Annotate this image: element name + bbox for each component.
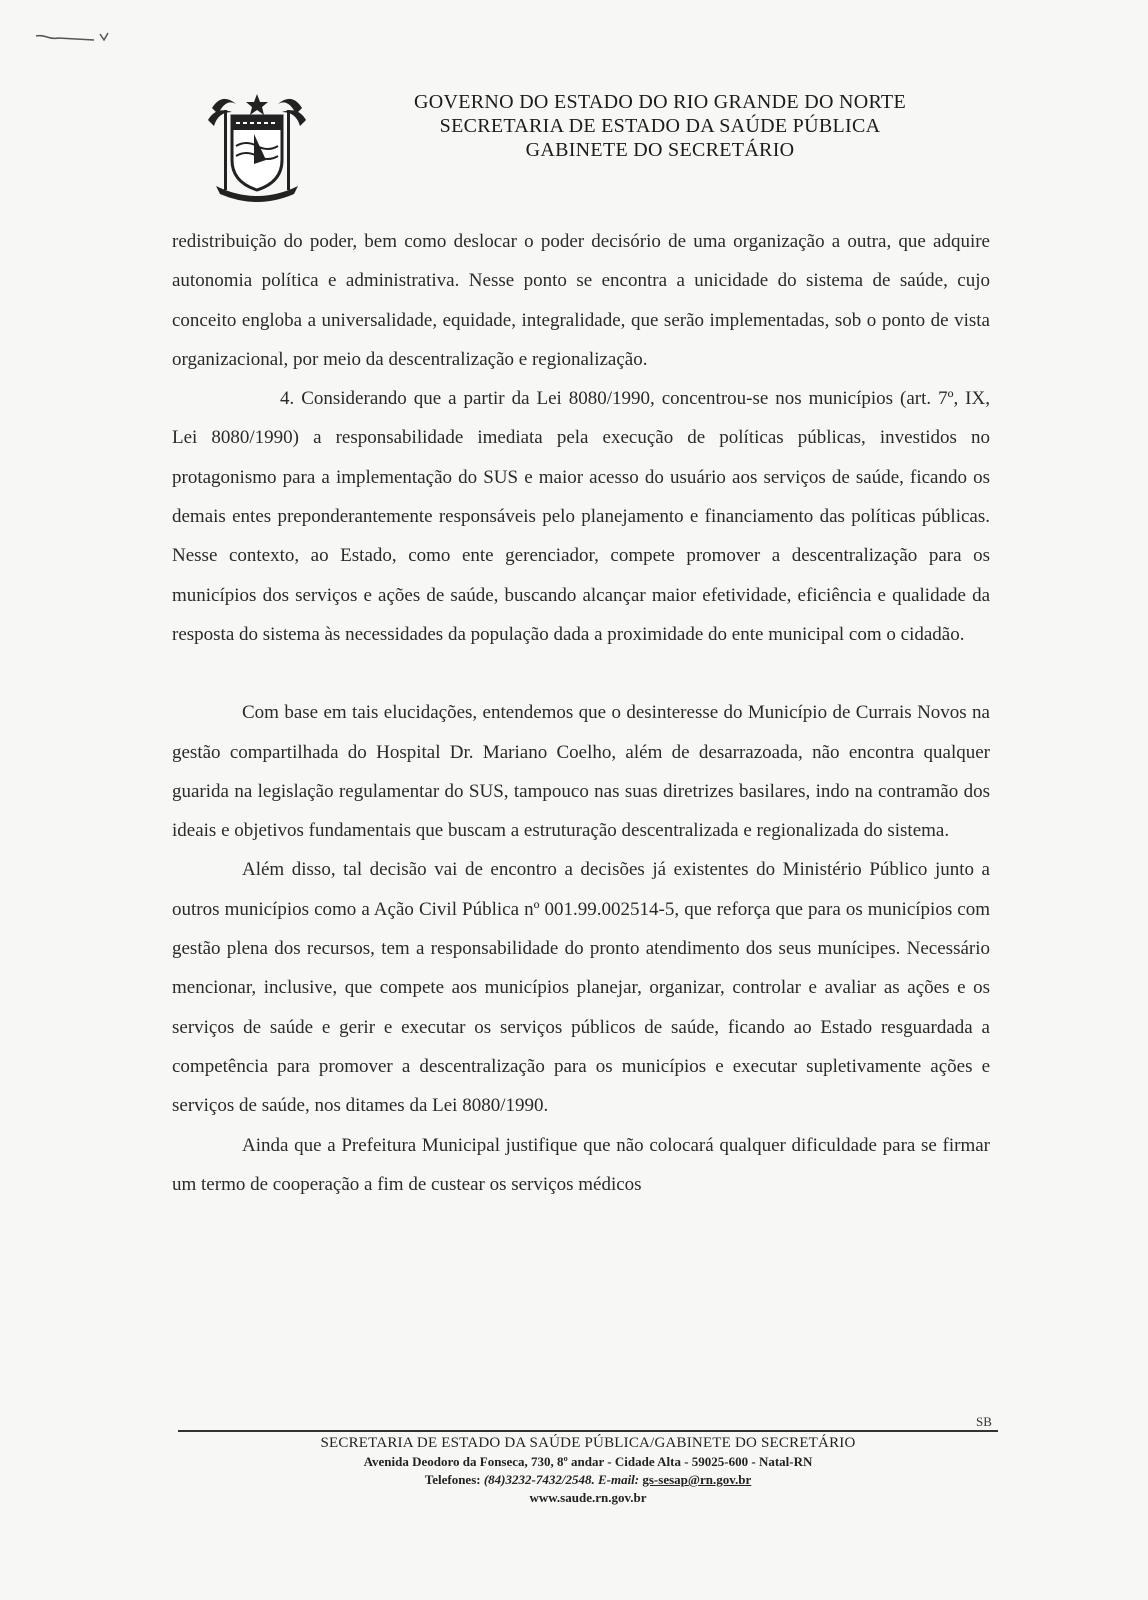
footer-department: SECRETARIA DE ESTADO DA SAÚDE PÚBLICA/GABINETE DO SECRETÁRIO	[320, 1435, 856, 1451]
paragraph-3: Com base em tais elucidações, entendemos que o desinteresse do Município de Currais Novos na gestão compartilhada do Hospital Dr. Mariano Coelho, além de desarrazoada, não encontra qualquer guarida na legislação regulamentar do SUS, tampouco nas suas diretrizes basilares, indo na contramão dos ideais e objetivos fundamentais que buscam a estruturação descentralizada e regionalizada do sistema.	[172, 702, 990, 842]
paragraph-1: redistribuição do poder, bem como deslocar o poder decisório de uma organização a outra, que adquire autonomia política e administrativa. Nesse ponto se encontra a unicidade do sistema de saúde, cujo conceito engloba a universalidade, equidade, integralidade, que serão implementadas, sob o ponto de vista organizacional, por meio da descentralização e regionalização.	[172, 231, 990, 370]
phones-label: Telefones:	[424, 1472, 481, 1487]
email-label: E-mail:	[597, 1472, 640, 1487]
footer-divider	[178, 1430, 998, 1432]
footer-address: Avenida Deodoro da Fonseca, 730, 8º andar - Cidade Alta - 59025-600 - Natal-RN	[363, 1454, 813, 1469]
header-secretariat: SECRETARIA DE ESTADO DA SAÚDE PÚBLICA	[439, 115, 881, 137]
footer-website[interactable]: www.saude.rn.gov.br	[529, 1490, 647, 1505]
header-government: GOVERNO DO ESTADO DO RIO GRANDE DO NORTE	[414, 91, 906, 113]
paragraph-5: Ainda que a Prefeitura Municipal justifique que não colocará qualquer dificuldade para se firmar um termo de cooperação a fim de custear os serviços médicos	[172, 1134, 990, 1195]
document-body	[172, 222, 990, 1204]
footer-contacts	[178, 1471, 998, 1489]
author-initials: SB	[976, 1414, 992, 1429]
footer	[178, 1434, 998, 1507]
rn-coat-of-arms-icon	[202, 90, 312, 202]
paragraph-4: Além disso, tal decisão vai de encontro a decisões já existentes do Ministério Público junto a outros municípios como a Ação Civil Pública nº 001.99.002514-5, que reforça que para os municípios com gestão plena dos recursos, tem a responsabilidade do pronto atendimento dos seus munícipes. Necessário mencionar, inclusive, que compete aos municípios planejar, organizar, controlar e avaliar as ações e os serviços de saúde e gerir e executar os serviços públicos de saúde, ficando ao Estado resguardada a competência para promover a descentralização para os municípios e executar supletivamente ações e serviços de saúde, nos ditames da Lei 8080/1990.	[172, 859, 990, 1117]
scan-mark-icon	[34, 30, 114, 44]
paragraph-2: 4. Considerando que a partir da Lei 8080/1990, concentrou-se nos municípios (art. 7º, IX, Lei 8080/1990) a responsabilidade imediata pela execução de políticas públicas, investidos no protagonismo para a implementação do SUS e maior acesso do usuário aos serviços de saúde, ficando os demais entes preponderantemente responsáveis pelo planejamento e financiamento das políticas públicas. Nesse contexto, ao Estado, como ente gerenciador, compete promover a descentralização para os municípios dos serviços e ações de saúde, buscando alcançar maior efetividade, eficiência e qualidade da resposta do sistema às necessidades da população dada a proximidade do ente municipal com o cidadão.	[172, 388, 990, 645]
phones-value: (84)3232-7432/2548.	[483, 1472, 595, 1487]
letterhead	[360, 90, 960, 162]
email-link[interactable]: gs-sesap@rn.gov.br	[642, 1472, 752, 1487]
header-cabinet: GABINETE DO SECRETÁRIO	[525, 139, 795, 161]
